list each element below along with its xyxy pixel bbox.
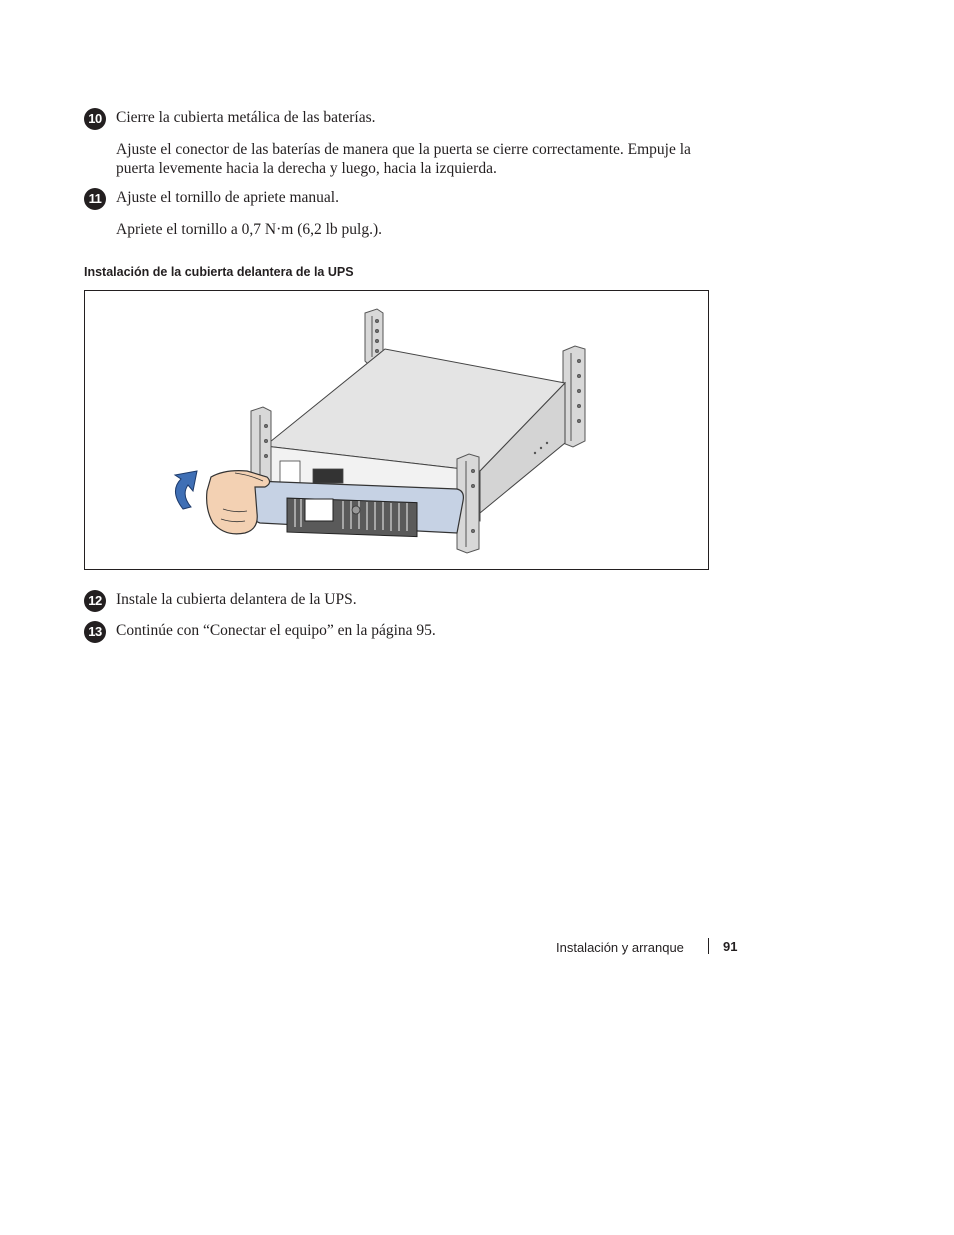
paragraph: [116, 141, 691, 178]
step-text: Cierre la cubierta metálica de las baterías.: [116, 109, 376, 126]
step-text: Continúe con “Conectar el equipo” en la página 95.: [116, 622, 436, 639]
ups-illustration: [85, 291, 708, 569]
paragraph: Apriete el tornillo a 0,7 N·m (6,2 lb pulg.).: [116, 221, 383, 238]
front-cover: [253, 481, 463, 537]
footer-separator: [708, 938, 709, 954]
step-number-badge: 11: [84, 188, 106, 210]
paragraph-line: Ajuste el conector de las baterías de manera que la puerta se cierre correctamente. Empuje la: [116, 141, 691, 158]
figure-caption: Instalación de la cubierta delantera de la UPS: [84, 265, 354, 279]
footer-section-title: Instalación y arranque: [556, 940, 684, 955]
step-text: Ajuste el tornillo de apriete manual.: [116, 189, 339, 206]
rotation-arrow-icon: [175, 471, 197, 509]
step-number-badge: 12: [84, 590, 106, 612]
paragraph-line: puerta levemente hacia la derecha y luego, hacia la izquierda.: [116, 159, 497, 177]
rack-rail-back-right: [563, 346, 585, 447]
step-number-badge: 13: [84, 621, 106, 643]
step-text: Instale la cubierta delantera de la UPS.: [116, 591, 357, 608]
step-number-badge: 10: [84, 108, 106, 130]
page-number: 91: [723, 939, 738, 954]
figure-frame: [84, 290, 709, 570]
